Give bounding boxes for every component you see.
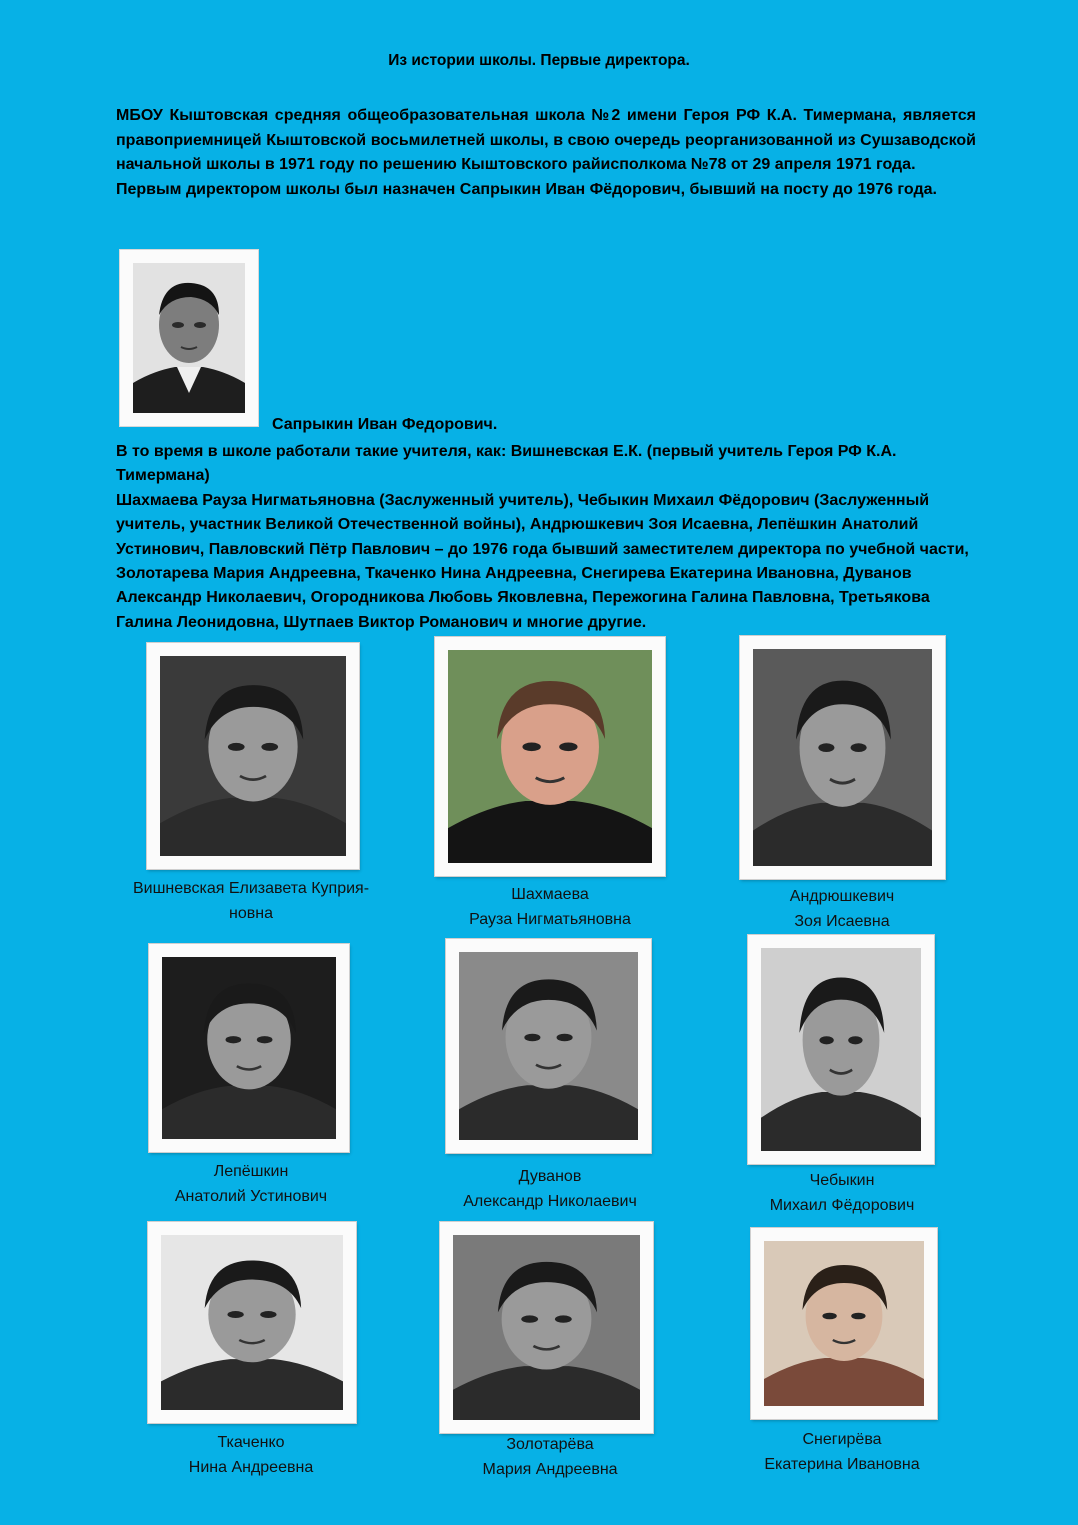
portrait-caption-line: Рауза Нигматьяновна [469, 911, 631, 928]
portrait-caption [110, 1159, 392, 1209]
teachers-text [116, 440, 976, 635]
portrait-caption-line: Андрюшкевич [789, 888, 895, 905]
portrait-caption-line: Зоя Исаевна [794, 913, 890, 930]
portrait-caption-line: Снегирёва [802, 1431, 882, 1448]
page-title: Из истории школы. Первые директора. [388, 52, 690, 69]
portrait-caption-line: новна [229, 905, 273, 922]
portrait-image [453, 1235, 640, 1420]
portrait-caption [110, 876, 392, 926]
intro-text [116, 104, 976, 202]
portrait-caption [702, 1168, 982, 1218]
portrait-frame [748, 935, 934, 1164]
portrait-caption-line: Александр Николаевич [463, 1193, 637, 1210]
portrait-caption-line: Нина Андреевна [188, 1459, 314, 1476]
portrait-caption-line: Дуванов [518, 1168, 582, 1185]
portrait-caption [702, 884, 982, 934]
director-photo [120, 250, 258, 426]
portrait-image [753, 649, 932, 866]
intro-paragraph: МБОУ Кыштовская средняя общеобразовательная школа №2 имени Героя РФ К.А. Тимермана, является правоприемницей Кыштовской восьмилетней школы, в свою очередь реорганизованной из Сушзаводской начальной школы в 1971 году по решению Кыштовского райисполкома №78 от 29 апреля 1971 года. [116, 107, 976, 173]
portrait-caption-line: Вишневская Елизавета Куприя- [132, 880, 370, 897]
portrait-caption-line: Ткаченко [217, 1434, 285, 1451]
portrait-frame [751, 1228, 937, 1419]
teachers-paragraph: В то время в школе работали такие учителя, как: Вишневская Е.К. (первый учитель Героя РФ К.А. Тимермана) [116, 443, 897, 485]
portrait-caption-line: Михаил Фёдорович [769, 1197, 915, 1214]
portrait-image [160, 656, 346, 856]
portrait-frame [148, 1222, 356, 1423]
portrait-image [161, 1235, 343, 1410]
portrait-frame [740, 636, 945, 879]
portrait-image [764, 1241, 924, 1406]
portrait-image [448, 650, 652, 863]
teachers-paragraph: Шахмаева Рауза Нигматьяновна (Заслуженный учитель), Чебыкин Михаил Фёдорович (Заслуженный учитель, участник Великой Отечественной войны), Андрюшкевич Зоя Исаевна, Лепёшкин Анатолий Устинович, Павловский Пётр Павлович – до 1976 года бывший заместителем директора по учебной части, Золотарева Мария Андреевна, Ткаченко Нина Андреевна, Снегирева Екатерина Ивановна, Дуванов Александр Николаевич, Огородникова Любовь Яковлевна, Пережогина Галина Павловна, Третьякова Галина Леонидовна, Шутпаев Виктор Романович и многие другие. [116, 491, 969, 631]
portrait-caption-line: Мария Андреевна [482, 1461, 618, 1478]
portrait-caption [702, 1427, 982, 1477]
portrait-caption [410, 882, 690, 932]
portrait-frame [440, 1222, 653, 1433]
portrait-frame [149, 944, 349, 1152]
portrait-caption-line: Золотарёва [506, 1436, 594, 1453]
portrait-caption-line: Лепёшкин [213, 1163, 289, 1180]
portrait-image [761, 948, 921, 1151]
portrait-frame [435, 637, 665, 876]
intro-paragraph: Первым директором школы был назначен Сапрыкин Иван Фёдорович, бывший на посту до 1976 года. [116, 180, 937, 198]
portrait-image [133, 263, 245, 413]
portrait-caption-line: Чебыкин [809, 1172, 875, 1189]
portrait-image [162, 957, 336, 1139]
portrait-caption [410, 1432, 690, 1482]
portrait-caption-line: Анатолий Устинович [174, 1188, 328, 1205]
portrait-frame [147, 643, 359, 869]
portrait-image [459, 952, 638, 1140]
portrait-caption-line: Екатерина Ивановна [764, 1456, 920, 1473]
portrait-frame [446, 939, 651, 1153]
portrait-caption [110, 1430, 392, 1480]
director-caption: Сапрыкин Иван Федорович. [272, 416, 498, 433]
portrait-caption [410, 1164, 690, 1214]
portrait-caption-line: Шахмаева [511, 886, 589, 903]
